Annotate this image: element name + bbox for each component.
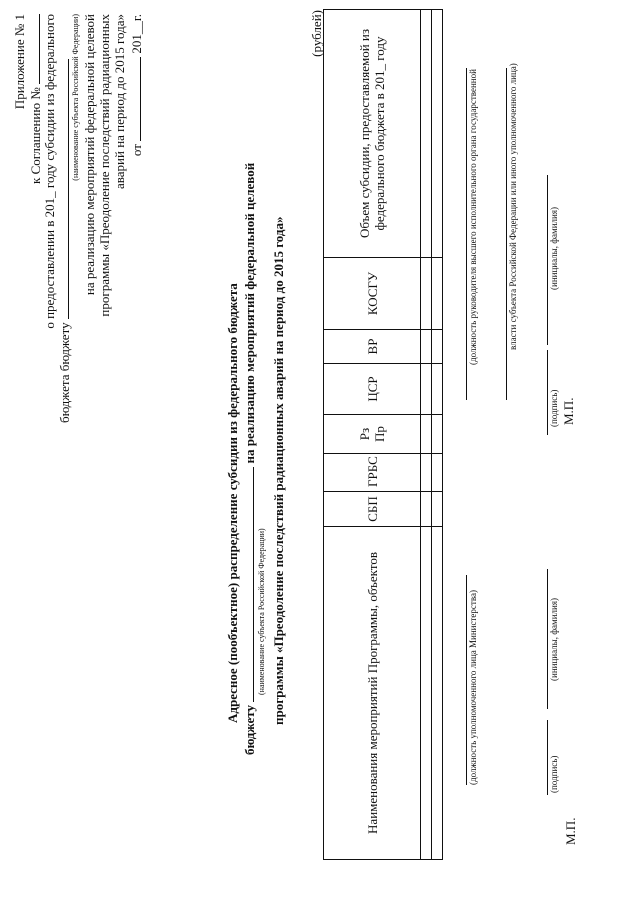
right-seal: М.П.	[561, 397, 576, 425]
table-row	[421, 10, 432, 860]
units-label: (рублей)	[309, 10, 324, 57]
left-name-caption: (инициалы, фамилия)	[549, 598, 559, 681]
left-position-line	[466, 575, 467, 785]
appendix-line-3: о предоставлении в 201_ году субсидии из федерального	[42, 14, 57, 329]
date-line	[128, 57, 141, 141]
header-cell-rzpr: Рз Пр	[324, 415, 421, 454]
appendix-line-7: аварий на период до 2015 года»	[112, 14, 127, 189]
title-line-3: программы «Преодоление последствий радиационных аварий на период до 2015 года»	[271, 216, 286, 725]
appendix-subject-note: (наименование субъекта Российской Федерации)	[71, 14, 80, 181]
right-position-line	[466, 68, 467, 400]
appendix-line-5: на реализацию мероприятий федеральной целевой	[82, 14, 97, 296]
header-cell-grbs: ГРБС	[324, 454, 421, 492]
header-cell-kosgu: КОСГУ	[324, 258, 421, 330]
appendix-line-4: бюджета бюджету	[56, 59, 72, 423]
header-cell-sbp: СБП	[324, 492, 421, 527]
title-subject-line	[241, 467, 254, 702]
left-seal: М.П.	[563, 817, 578, 845]
subject-name-line	[56, 59, 69, 319]
appendix-number: Приложение № 1	[12, 14, 27, 110]
right-position-caption-1: (должность руководителя высшего исполнительного органа государственной	[468, 69, 478, 365]
header-cell-name: Наименования мероприятий Программы, объектов	[324, 527, 421, 860]
left-sign-caption: (подпись)	[549, 755, 559, 793]
right-name-caption: (инициалы, фамилия)	[549, 207, 559, 290]
title-subject-note: (наименование субъекта Российской Федерации)	[257, 528, 266, 695]
right-name-line	[547, 175, 548, 345]
subsidy-table	[323, 9, 443, 860]
left-name-line	[547, 569, 548, 709]
appendix-date: от 201__г.	[129, 14, 144, 157]
left-sign-line	[547, 720, 548, 795]
header-cell-csr: ЦСР	[324, 364, 421, 415]
right-sign-line	[547, 350, 548, 435]
table-row	[432, 10, 443, 860]
title-line-1: Адресное (пообъектное) распределение субсидии из федерального бюджета	[225, 283, 240, 723]
header-cell-amount: Объем субсидии, предоставляемой из федерального бюджета в 201_ году	[324, 10, 421, 258]
right-position-caption-2: власти субъекта Российской Федерации или иного уполномоченного лица)	[508, 63, 518, 350]
agreement-ref: к Соглашению №	[27, 14, 43, 184]
appendix-line-6: программы «Преодоление последствий радиационных	[97, 14, 112, 317]
right-position-line-2	[506, 68, 507, 400]
table-header-row	[324, 10, 421, 860]
header-cell-vr: ВР	[324, 330, 421, 364]
right-sign-caption: (подпись)	[549, 389, 559, 427]
agreement-number-line	[27, 14, 40, 84]
left-position-caption: (должность уполномоченного лица Министерства)	[468, 590, 478, 785]
title-line-2: бюджету на реализацию мероприятий федеральной целевой	[242, 162, 257, 755]
